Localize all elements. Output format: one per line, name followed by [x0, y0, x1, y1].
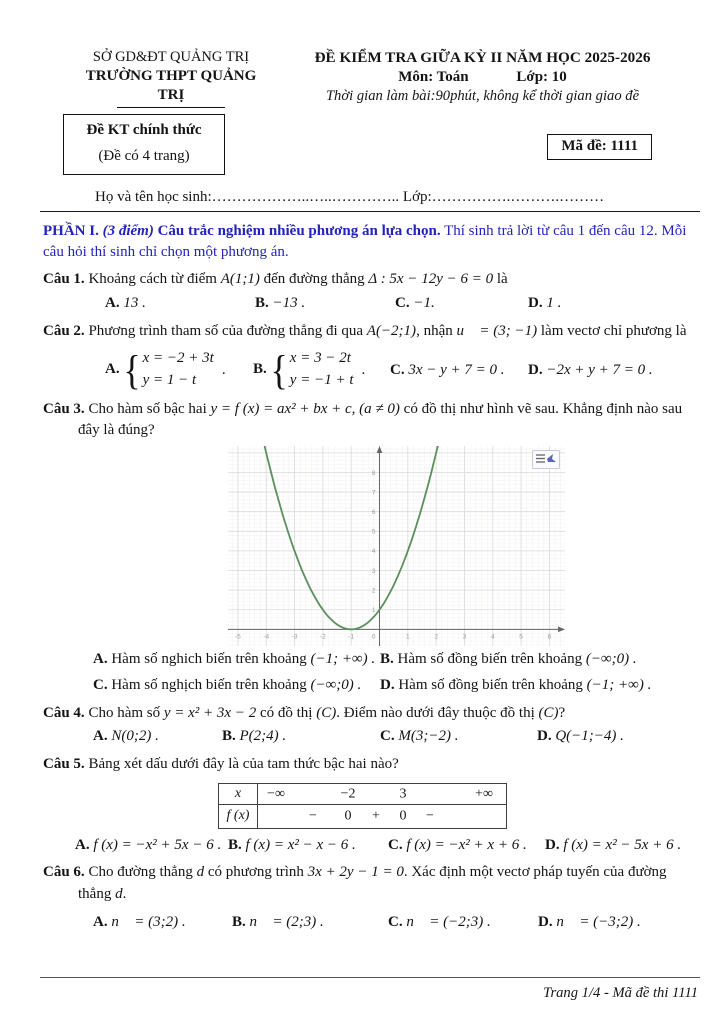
- time-note: Thời gian làm bài:90phút, không kể thời gian giao đề: [325, 88, 640, 105]
- student-info-line: [95, 189, 725, 206]
- q3-option-a: A. Hàm số nghich biến trên khoảng (−1; +∞) .: [93, 651, 376, 668]
- q2-option-d: D. −2x + y + 7 = 0 .: [528, 361, 653, 378]
- page-footer: Trang 1/4 - Mã đề thi 1111: [543, 985, 698, 1001]
- q2-math-point: A(−2;1): [366, 322, 417, 339]
- question-2-label: Câu 2.: [43, 322, 85, 339]
- sign-table-header-x: x: [219, 784, 258, 805]
- q5-text: Bảng xét dấu dưới đây là của tam thức bậc hai nào?: [88, 755, 399, 772]
- svg-text:6: 6: [547, 633, 552, 641]
- q1-text: Khoảng cách từ điểm: [88, 271, 217, 288]
- sign-table: [218, 783, 507, 829]
- svg-text:1: 1: [406, 633, 410, 641]
- q3-option-b: B. Hàm số đồng biến trên khoảng (−∞;0) .: [380, 651, 637, 668]
- part1-label: PHẦN I.: [43, 222, 99, 239]
- question-6-label: Câu 6.: [43, 864, 85, 881]
- question-4-stem: [43, 703, 700, 724]
- school-name: TRƯỜNG THPT QUẢNG TRỊ: [85, 67, 257, 104]
- question-5-options: [43, 835, 700, 856]
- sign-table-row-x: −∞ −2 3 +∞: [258, 784, 506, 805]
- exam-body: [0, 212, 725, 933]
- svg-text:-5: -5: [235, 633, 241, 641]
- sign-table-row-fx: − 0 + 0 −: [309, 808, 434, 824]
- q2-text3: làm vectơ chỉ phương là: [540, 322, 687, 339]
- question-3-graph: [228, 446, 565, 646]
- q1-text3: là: [496, 271, 508, 288]
- q6-math-equation: 3x + 2y − 1 = 0: [307, 864, 404, 881]
- question-2-options: [43, 348, 700, 392]
- svg-text:-1: -1: [348, 633, 355, 641]
- question-4-options: [43, 726, 700, 747]
- svg-text:4: 4: [490, 633, 495, 641]
- q1-option-d: D. 1 .: [528, 294, 562, 311]
- q1-option-b: B. −13 .: [255, 294, 306, 311]
- q3-text: Cho hàm số bậc hai: [88, 400, 207, 417]
- q1-text2: đến đường thẳng: [263, 271, 365, 288]
- q6-option-a: A. n⃗ = (3;2) .: [93, 913, 186, 930]
- q5-option-c: C. f (x) = −x² + x + 6 .: [388, 836, 527, 853]
- q6-text: Cho đường thẳng: [88, 864, 193, 881]
- header-boxes: [0, 112, 725, 186]
- question-5-stem: [43, 754, 700, 775]
- q4-option-d: D. Q(−1;−4) .: [537, 728, 624, 745]
- header-exam-block: [270, 48, 695, 108]
- q6-option-d: D. n⃗ = (−3;2) .: [538, 913, 641, 930]
- header-school-block: [72, 48, 270, 108]
- question-4-label: Câu 4.: [43, 704, 85, 721]
- q5-option-b: B. f (x) = x² − x − 6 .: [228, 836, 356, 853]
- q6-option-b: B. n⃗ = (2;3) .: [232, 913, 324, 930]
- class-label: Lớp:…………….……….………: [402, 188, 605, 205]
- q4-option-c: C. M(3;−2) .: [380, 728, 459, 745]
- svg-text:-4: -4: [263, 633, 270, 641]
- subject: Môn: Toán: [398, 68, 469, 85]
- q6-text3: . Xác định một vectơ pháp tuyến của đường: [403, 864, 667, 881]
- q4-math-c1: (C): [316, 704, 337, 721]
- question-6-stem-line2: thẳng d.: [78, 885, 127, 902]
- part1-type: Câu trắc nghiệm nhiều phương án lựa chọn.: [157, 222, 441, 239]
- question-3-options: [43, 649, 700, 695]
- school-underline: [117, 107, 225, 108]
- official-exam-box: [63, 114, 225, 175]
- q1-math-point: A(1;1): [220, 271, 260, 288]
- svg-text:-2: -2: [319, 633, 326, 641]
- svg-text:4: 4: [371, 548, 376, 556]
- parabola-chart: [228, 446, 565, 646]
- page-count-note: (Đề có 4 trang): [98, 147, 190, 164]
- question-3-label: Câu 3.: [43, 400, 85, 417]
- q2-text2: , nhận: [416, 322, 453, 339]
- exam-title: ĐỀ KIỂM TRA GIỮA KỲ II NĂM HỌC 2025-2026: [314, 49, 651, 66]
- official-exam-label: Đề KT chính thức: [86, 121, 202, 138]
- q4-math-c2: (C): [538, 704, 559, 721]
- sign-table-header-fx: f (x): [219, 805, 258, 828]
- q2-option-a: A. { x = −2 + 3t y = 1 − t .: [105, 347, 226, 394]
- brace-glyph: {: [270, 347, 288, 394]
- q4-text2: có đồ thị: [259, 704, 313, 721]
- q4-option-a: A. N(0;2) .: [93, 728, 159, 745]
- svg-text:-3: -3: [291, 633, 298, 641]
- svg-text:2: 2: [371, 587, 376, 595]
- q5-option-d: D. f (x) = x² − 5x + 6 .: [545, 836, 682, 853]
- q4-text3: . Điểm nào dưới đây thuộc đồ thị: [336, 704, 535, 721]
- geogebra-menu-icon: [532, 450, 560, 469]
- svg-text:3: 3: [371, 567, 376, 575]
- q2-option-c: C. 3x − y + 7 = 0 .: [390, 361, 505, 378]
- q5-option-a: A. f (x) = −x² + 5x − 6 .: [75, 836, 222, 853]
- q6-math-d1: d: [196, 864, 205, 881]
- exam-code-box: Mã đề: 1111: [547, 134, 652, 160]
- q4-text4: ?: [558, 704, 566, 721]
- q2-a-system: { x = −2 + 3t y = 1 − t .: [123, 347, 226, 394]
- svg-text:1: 1: [371, 607, 376, 615]
- q6-text2: có phương trình: [207, 864, 304, 881]
- svg-text:2: 2: [434, 633, 438, 641]
- q2-b-system: { x = 3 − 2t y = −1 + t .: [270, 347, 366, 394]
- q4-math-function: y = x² + 3x − 2: [163, 704, 257, 721]
- q6-option-c: C. n⃗ = (−2;3) .: [388, 913, 491, 930]
- svg-text:7: 7: [371, 489, 376, 497]
- question-1-stem: [43, 269, 700, 290]
- question-6-stem: [43, 862, 700, 883]
- subject-line: [270, 68, 695, 88]
- question-1-options: [43, 293, 700, 314]
- part1-heading: [43, 221, 700, 262]
- department-name: SỞ GD&ĐT QUẢNG TRỊ: [92, 49, 250, 65]
- svg-text:5: 5: [371, 528, 376, 536]
- part1-note: Thí sinh trả lời từ câu 1 đến câu 12. Mỗi câu hỏi thí sinh chỉ chọn một phương án.: [43, 222, 687, 260]
- q1-math-line: Δ : 5x − 12y − 6 = 0: [368, 271, 494, 288]
- q2-math-vector: u⃗ = (3; −1): [456, 322, 538, 339]
- q1-option-a: A. 13 .: [105, 294, 146, 311]
- student-name-label: Họ và tên học sinh:………………..…..…………..: [95, 188, 400, 205]
- part1-points: (3 điểm): [102, 222, 154, 239]
- brace-glyph: {: [123, 347, 141, 394]
- svg-text:5: 5: [519, 633, 523, 641]
- q6-math-d2: d: [115, 885, 123, 902]
- question-3-stem: [43, 399, 700, 420]
- header: [0, 0, 725, 108]
- q4-option-b: B. P(2;4) .: [222, 728, 287, 745]
- question-5-label: Câu 5.: [43, 755, 85, 772]
- svg-text:6: 6: [371, 509, 376, 517]
- question-1-label: Câu 1.: [43, 271, 85, 288]
- grade: Lớp: 10: [516, 68, 567, 85]
- q3-option-c: C. Hàm số nghịch biến trên khoảng (−∞;0) .: [93, 676, 362, 693]
- q2-text: Phương trình tham số của đường thẳng đi qua: [88, 322, 364, 339]
- question-6-options: [43, 912, 700, 933]
- svg-text:0: 0: [371, 633, 376, 641]
- q4-text: Cho hàm số: [88, 704, 161, 721]
- svg-text:3: 3: [462, 633, 467, 641]
- q2-option-b: B. { x = 3 − 2t y = −1 + t .: [253, 347, 366, 394]
- svg-text:8: 8: [371, 469, 376, 477]
- question-2-stem: [43, 321, 700, 342]
- q3-option-d: D. Hàm số đồng biến trên khoảng (−1; +∞) .: [380, 676, 652, 693]
- q1-option-c: C. −1.: [395, 294, 435, 311]
- q3-math-function: y = f (x) = ax² + bx + c, (a ≠ 0): [210, 400, 400, 417]
- q3-text2: có đồ thị như hình vẽ sau. Khẳng định nào sau: [403, 400, 683, 417]
- footer-divider: [40, 977, 700, 978]
- question-3-stem-line2: đây là đúng?: [78, 422, 155, 439]
